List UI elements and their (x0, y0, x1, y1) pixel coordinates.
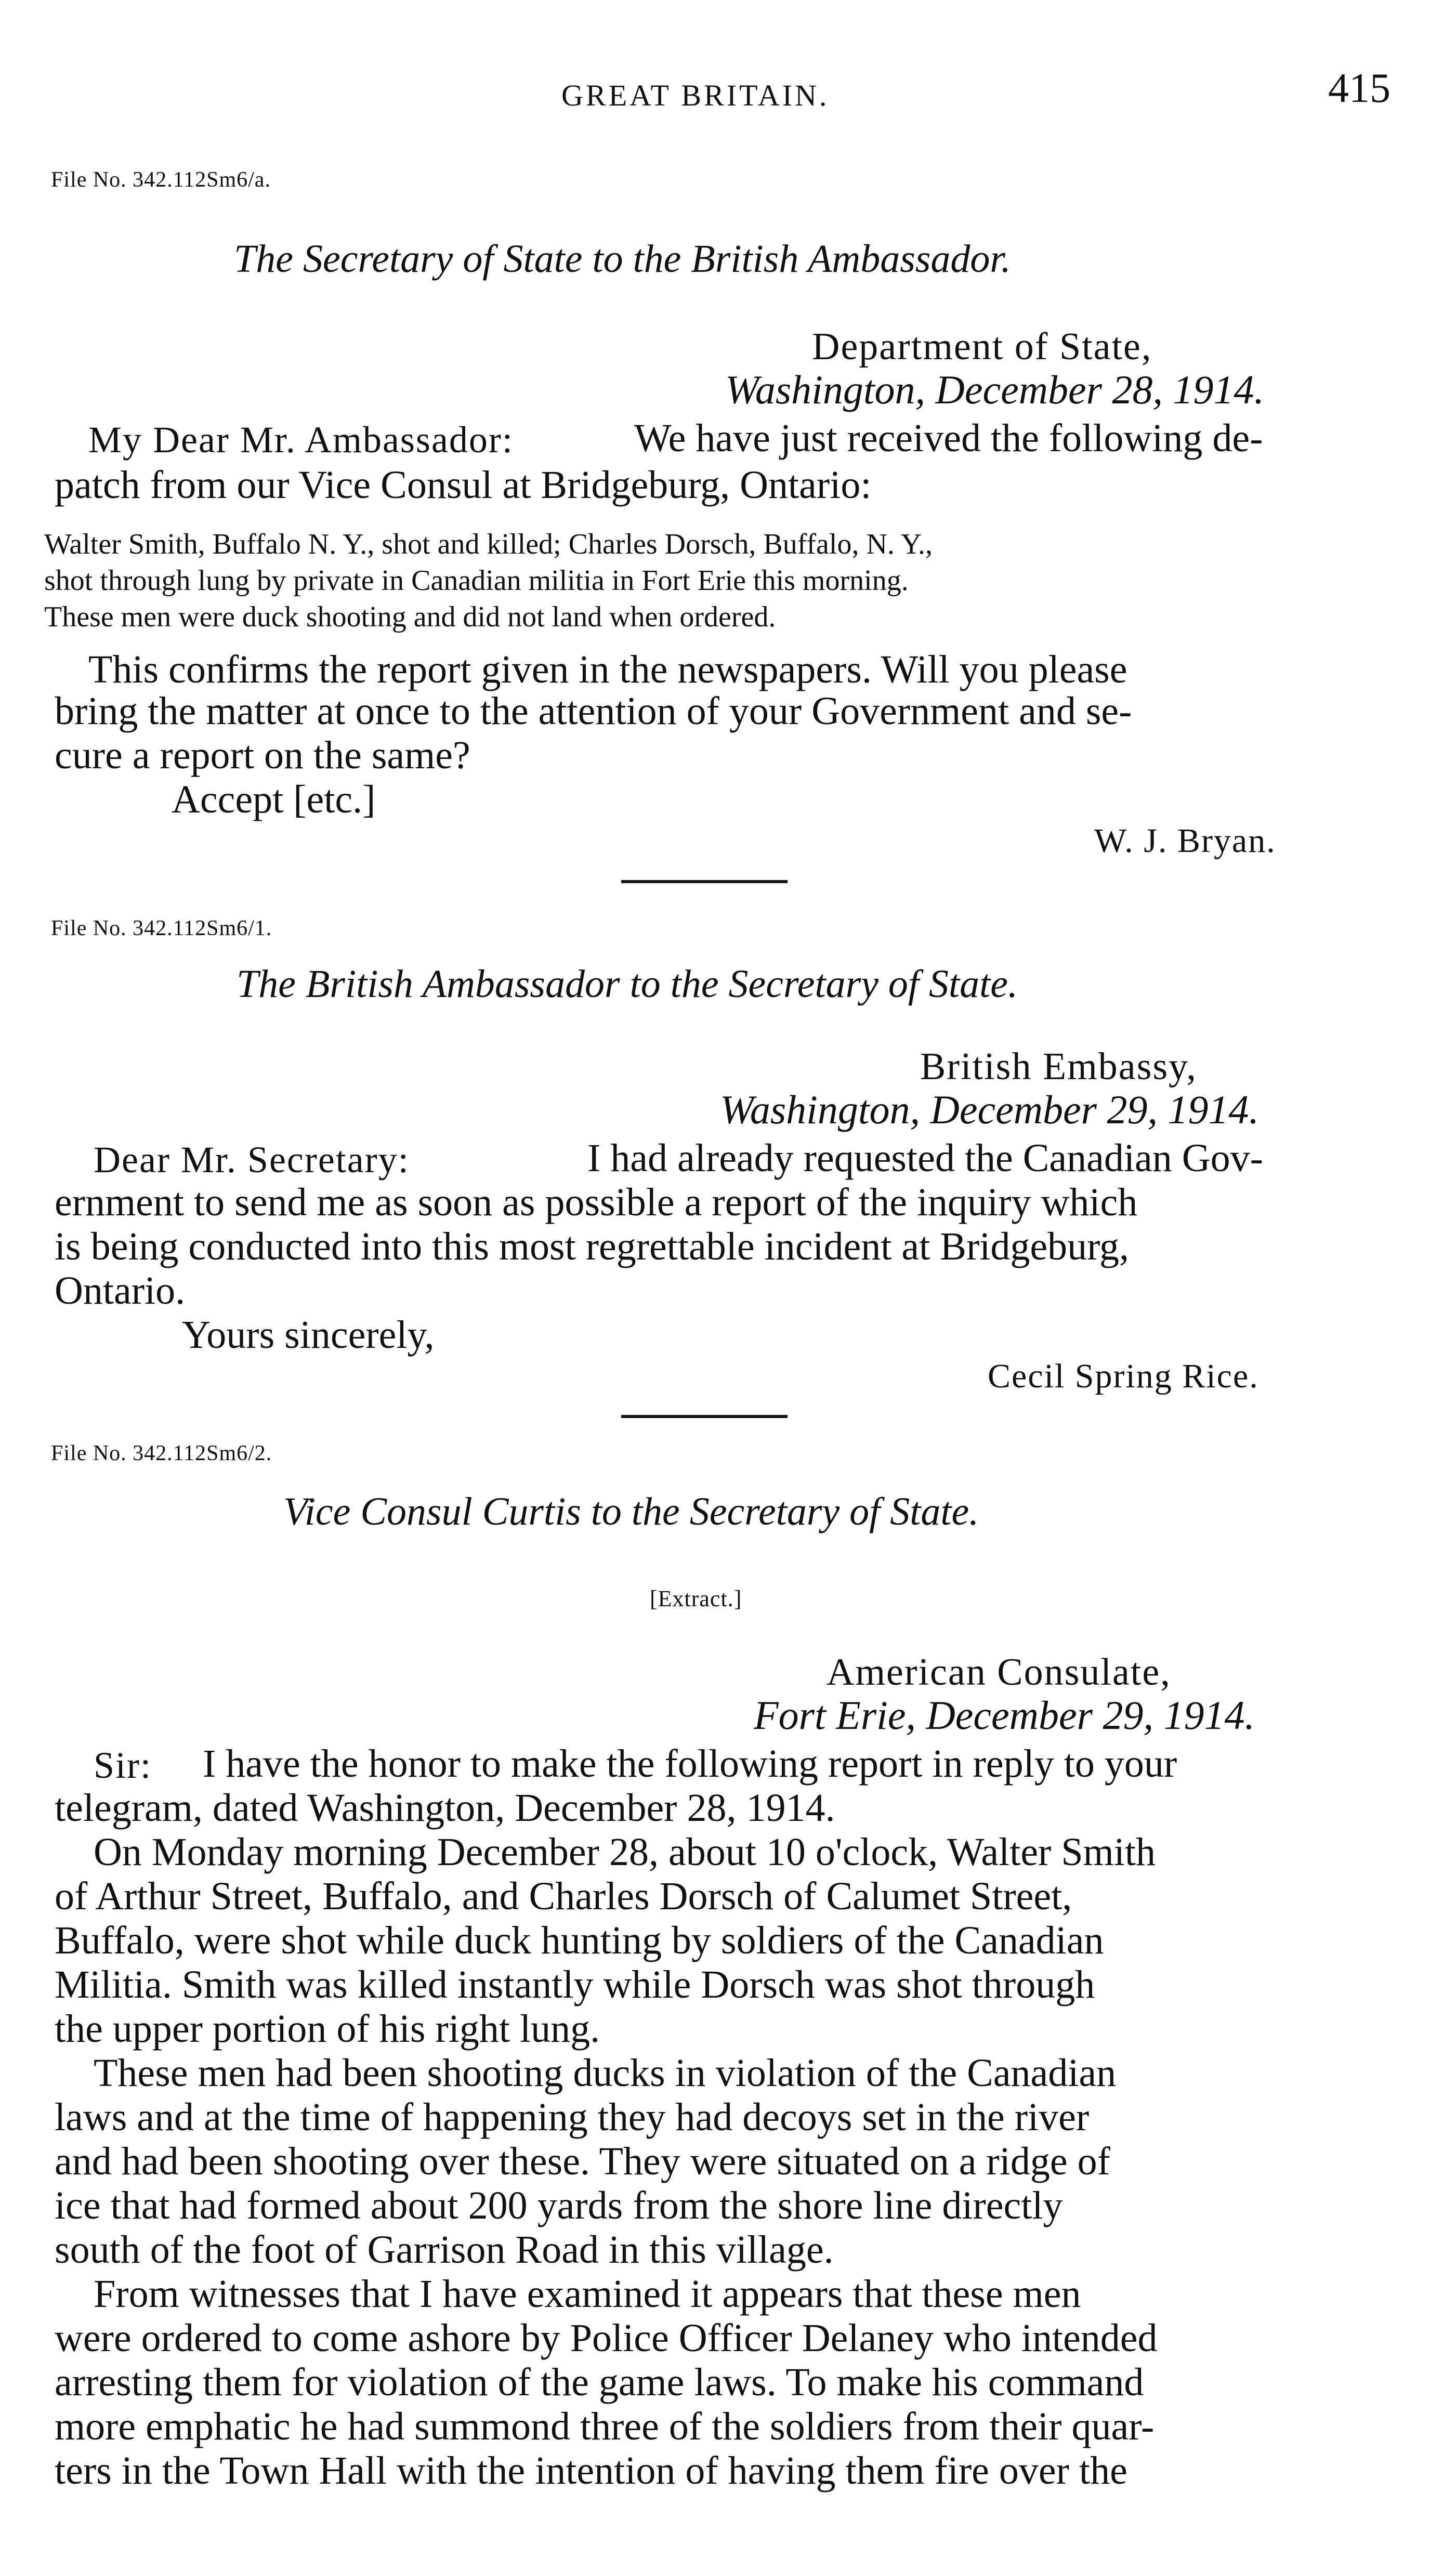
page-number: 415 (1328, 65, 1391, 111)
file-number: File No. 342.112Sm6/1. (51, 916, 272, 940)
letter-title: The British Ambassador to the Secretary of State. (237, 962, 1018, 1006)
dateline-office: American Consulate, (827, 1651, 1171, 1694)
body-line: were ordered to come ashore by Police Officer Delaney who intended (55, 2316, 1158, 2360)
body-line: From witnesses that I have examined it appears that these men (94, 2272, 1081, 2316)
section-divider (621, 1415, 788, 1418)
quoted-telegram-line: shot through lung by private in Canadian militia in Fort Erie this morning. (44, 565, 909, 597)
dateline-place-date: Washington, December 29, 1914. (720, 1087, 1260, 1132)
body-line: of Arthur Street, Buffalo, and Charles Dorsch of Calumet Street, (55, 1874, 1072, 1918)
body-line: These men had been shooting ducks in violation of the Canadian (94, 2051, 1117, 2095)
body-line: is being conducted into this most regrettable incident at Bridgeburg, (55, 1225, 1130, 1268)
extract-note: [Extract.] (650, 1586, 742, 1611)
letter-title: Vice Consul Curtis to the Secretary of State. (283, 1490, 979, 1533)
closing: Yours sincerely, (182, 1313, 435, 1357)
signature: W. J. Bryan. (1094, 822, 1276, 860)
body-line: This confirms the report given in the newspapers. Will you please (88, 648, 1127, 691)
body-line: telegram, dated Washington, December 28, 1914. (55, 1786, 835, 1830)
body-line: Ontario. (55, 1269, 186, 1313)
body-line: Militia. Smith was killed instantly while Dorsch was shot through (55, 1963, 1095, 2006)
salutation: Dear Mr. Secretary: (94, 1139, 410, 1180)
body-line: Buffalo, were shot while duck hunting by soldiers of the Canadian (55, 1919, 1104, 1962)
body-line: bring the matter at once to the attention of your Government and se- (55, 689, 1132, 733)
dateline-office: British Embassy, (920, 1045, 1197, 1088)
dateline-place-date: Fort Erie, December 29, 1914. (754, 1693, 1255, 1738)
body-line: laws and at the time of happening they had decoys set in the river (55, 2095, 1090, 2139)
body-line: ernment to send me as soon as possible a report of the inquiry which (55, 1180, 1138, 1224)
quoted-telegram-line: These men were duck shooting and did not land when ordered. (44, 601, 776, 633)
closing: Accept [etc.] (172, 778, 376, 821)
quoted-telegram-line: Walter Smith, Buffalo N. Y., shot and killed; Charles Dorsch, Buffalo, N. Y., (44, 528, 933, 560)
file-number: File No. 342.112Sm6/a. (51, 168, 271, 192)
salutation: Sir: (94, 1744, 152, 1786)
body-line: and had been shooting over these. They were situated on a ridge of (55, 2140, 1110, 2183)
body-line: the upper portion of his right lung. (55, 2007, 600, 2051)
body-line: south of the foot of Garrison Road in this village. (55, 2228, 834, 2272)
letter-title: The Secretary of State to the British Ambassador. (234, 237, 1011, 281)
file-number: File No. 342.112Sm6/2. (51, 1441, 272, 1465)
body-line: patch from our Vice Consul at Bridgeburg, Ontario: (55, 463, 872, 507)
signature: Cecil Spring Rice. (988, 1357, 1259, 1395)
body-line: ice that had formed about 200 yards from the shore line directly (55, 2184, 1063, 2227)
body-line: On Monday morning December 28, about 10 o'clock, Walter Smith (94, 1830, 1156, 1874)
running-header-title: GREAT BRITAIN. (561, 78, 830, 112)
body-line: I had already requested the Canadian Gov- (587, 1136, 1263, 1180)
dateline-office: Department of State, (812, 325, 1152, 368)
body-line: We have just received the following de- (634, 416, 1263, 460)
body-line: arresting them for violation of the game laws. To make his command (55, 2360, 1144, 2404)
dateline-place-date: Washington, December 28, 1914. (725, 367, 1265, 412)
body-line: cure a report on the same? (55, 733, 470, 777)
section-divider (621, 880, 788, 883)
salutation: My Dear Mr. Ambassador: (88, 419, 514, 461)
body-line: ters in the Town Hall with the intention of having them fire over the (55, 2449, 1127, 2493)
body-line: more emphatic he had summond three of the soldiers from their quar- (55, 2405, 1155, 2448)
body-line: I have the honor to make the following report in reply to your (203, 1742, 1177, 1786)
